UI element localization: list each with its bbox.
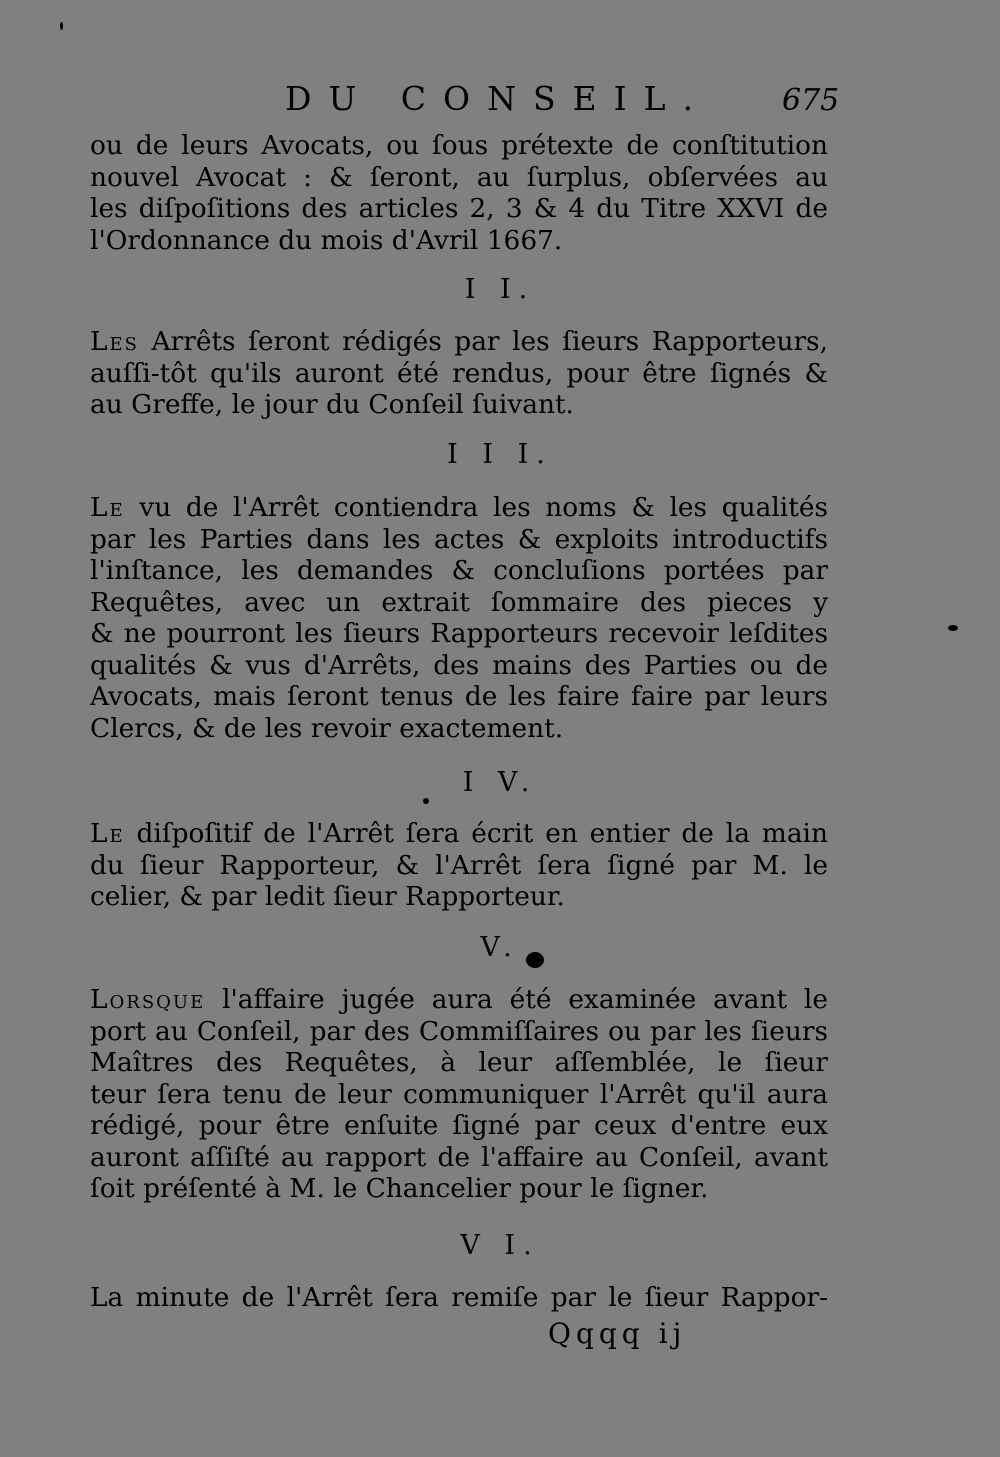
text-run: vu de l'Arrêt contiendra les noms & les qualités <box>139 492 828 523</box>
text-line: ſoit préſenté à M. le Chancelier pour le ſigner. <box>90 1173 709 1204</box>
text-line <box>90 984 828 1016</box>
text-line: du ſieur Rapporteur, & l'Arrêt ſera ſigné par M. le <box>90 849 828 881</box>
text-line: Avocats, mais ſeront tenus de les faire faire par leurs <box>90 681 828 712</box>
text-line: La minute de l'Arrêt ſera remiſe par le ſieur Rappor- <box>90 1282 828 1313</box>
text-run: diſpoſitif de l'Arrêt ſera écrit en entier de la main <box>124 818 828 849</box>
text-line: & ne pourront les ſieurs Rapporteurs recevoir leſdites <box>90 618 828 649</box>
lead-word: Les <box>90 326 139 357</box>
text-line <box>90 326 828 358</box>
text-line: qualités & vus d'Arrêts, des mains des Parties ou de <box>90 649 828 681</box>
continuation-paragraph <box>90 130 828 256</box>
lead-word: Le <box>90 492 125 523</box>
text-line: Requêtes, avec un extrait ſommaire des pieces y <box>90 586 828 618</box>
text-line: port au Conſeil, par des Commiſſaires ou par les ſieurs <box>90 1015 828 1047</box>
article-number-iv: I V. <box>462 767 538 798</box>
text-line: nouvel Avocat : & ſeront, au ſurplus, obſervées au <box>90 161 828 193</box>
text-line: auſſi-tôt qu'ils auront été rendus, pour être ſignés & <box>90 357 828 389</box>
article-ii-text <box>90 326 828 421</box>
text-line <box>90 492 828 524</box>
text-line: l'inſtance, les demandes & concluſions portées par <box>90 555 828 586</box>
article-number-vi: V I. <box>460 1230 540 1261</box>
text-run: Arrêts ſeront rédigés par les ſieurs Rapporteurs, <box>139 326 828 357</box>
text-line: celier, & par ledit ſieur Rapporteur. <box>90 881 565 912</box>
text-line: l'Ordonnance du mois d'Avril 1667. <box>90 224 563 256</box>
text-line: par les Parties dans les actes & exploits introductifs <box>90 523 828 555</box>
text-line: teur ſera tenu de leur communiquer l'Arrêt qu'il aura <box>90 1078 828 1110</box>
article-number-ii: I I. <box>464 274 536 305</box>
text-line: ou de leurs Avocats, ou ſous prétexte de conſtitution <box>90 130 828 161</box>
signature-mark: Qqqq ij <box>548 1317 687 1350</box>
running-title: DU CONSEIL. <box>285 79 711 118</box>
text-line: au Greffe, le jour du Conſeil ſuivant. <box>90 389 574 420</box>
article-number-iii: I I I. <box>447 439 553 470</box>
running-head <box>0 76 1000 126</box>
text-line: les diſpoſitions des articles 2, 3 & 4 du Titre XXVI de <box>90 193 828 224</box>
text-line: auront aſſiſté au rapport de l'affaire au Conſeil, avant <box>90 1141 828 1173</box>
ink-speck <box>60 22 63 30</box>
text-line: Maîtres des Requêtes, à leur aſſemblée, le ſieur <box>90 1047 828 1078</box>
text-run: l'affaire jugée aura été examinée avant le <box>222 984 828 1015</box>
page-number: 675 <box>782 83 840 118</box>
text-line: Clercs, & de les revoir exactement. <box>90 712 564 744</box>
article-v-text <box>90 984 828 1205</box>
text-line <box>90 818 828 850</box>
article-vi-text <box>90 1282 828 1314</box>
ink-speck <box>423 798 429 804</box>
article-number-v: V. <box>480 932 520 963</box>
lead-word: Lorsque <box>90 984 206 1015</box>
ink-speck <box>948 625 958 631</box>
article-iii-text <box>90 492 828 744</box>
article-iv-text <box>90 818 828 913</box>
ink-blot <box>526 952 544 968</box>
lead-word: Le <box>90 818 125 849</box>
text-line: rédigé, pour être enſuite ſigné par ceux d'entre eux <box>90 1110 828 1141</box>
